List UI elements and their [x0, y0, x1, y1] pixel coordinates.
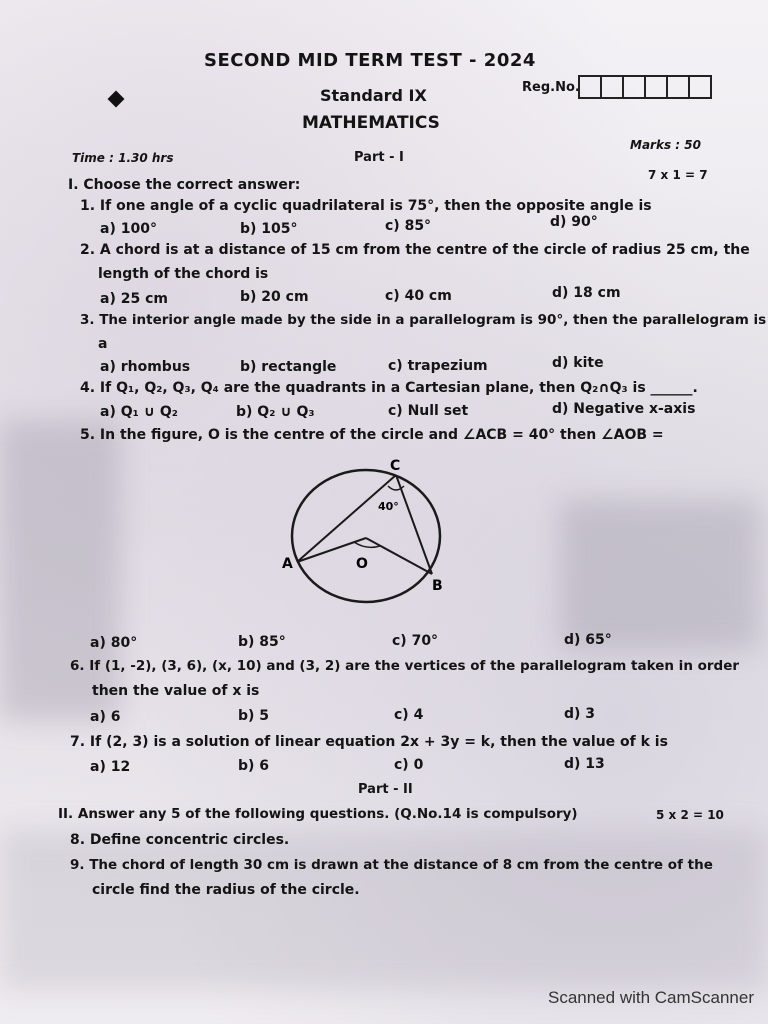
question-9-cont: circle find the radius of the circle. — [92, 882, 360, 898]
q7-option-a: a) 12 — [90, 759, 131, 775]
q2-option-b: b) 20 cm — [240, 289, 309, 305]
q3-option-d: d) kite — [552, 355, 604, 371]
scanner-watermark: Scanned with CamScanner — [547, 988, 754, 1007]
part-1-heading: I. Choose the correct answer: — [68, 177, 301, 193]
q4-option-a: a) Q₁ ∪ Q₂ — [100, 404, 178, 420]
reg-no-boxes — [580, 75, 712, 99]
q3-option-a: a) rhombus — [100, 359, 191, 375]
subject-title: MATHEMATICS — [302, 113, 440, 133]
question-1: 1. If one angle of a cyclic quadrilateral is 75°, then the opposite angle is — [80, 198, 652, 214]
q1-option-d: d) 90° — [550, 214, 598, 230]
question-6-cont: then the value of x is — [92, 683, 260, 699]
angle-label: 40° — [378, 500, 399, 513]
q6-option-d: d) 3 — [564, 706, 596, 722]
q7-option-c: c) 0 — [394, 757, 424, 773]
exam-title: SECOND MID TERM TEST - 2024 — [204, 50, 536, 71]
question-6: 6. If (1, -2), (3, 6), (x, 10) and (3, 2) are the vertices of the parallelogram taken in order — [70, 658, 740, 674]
chord-ca — [297, 475, 396, 562]
chord-cb — [396, 475, 432, 574]
label-a: A — [282, 556, 293, 572]
label-b: B — [432, 578, 443, 594]
paper-shadow — [0, 420, 120, 720]
q4-option-b: b) Q₂ ∪ Q₃ — [236, 404, 315, 420]
q3-option-c: c) trapezium — [388, 358, 488, 374]
q5-option-c: c) 70° — [392, 633, 439, 649]
part-2-label: Part - II — [358, 782, 413, 797]
q6-option-b: b) 5 — [238, 708, 270, 724]
label-o: O — [356, 556, 368, 572]
q4-option-d: d) Negative x-axis — [552, 401, 696, 417]
q6-option-c: c) 4 — [394, 707, 424, 723]
q1-option-a: a) 100° — [100, 221, 157, 237]
q5-option-b: b) 85° — [238, 634, 286, 650]
reg-no-label: Reg.No. — [522, 80, 580, 95]
question-8: 8. Define concentric circles. — [70, 832, 290, 848]
question-5: 5. In the figure, O is the centre of the circle and ∠ACB = 40° then ∠AOB = — [80, 427, 664, 443]
circle-figure — [270, 452, 470, 612]
question-7: 7. If (2, 3) is a solution of linear equation 2x + 3y = k, then the value of k is — [70, 734, 668, 750]
radius-ob — [366, 538, 432, 574]
q2-option-c: c) 40 cm — [385, 288, 452, 304]
q7-option-b: b) 6 — [238, 758, 270, 774]
question-9: 9. The chord of length 30 cm is drawn at the distance of 8 cm from the centre of the — [70, 857, 713, 873]
question-2: 2. A chord is at a distance of 15 cm from the centre of the circle of radius 25 cm, the — [80, 242, 750, 258]
q1-option-c: c) 85° — [385, 218, 432, 234]
marks-label: Marks : 50 — [630, 138, 701, 152]
q5-option-d: d) 65° — [564, 632, 612, 648]
question-3: 3. The interior angle made by the side in a parallelogram is 90°, then the parallelogram is — [80, 312, 767, 328]
q2-option-d: d) 18 cm — [552, 285, 621, 301]
paper-shadow — [560, 500, 760, 650]
part-1-label: Part - I — [354, 150, 404, 165]
q4-option-c: c) Null set — [388, 403, 469, 419]
question-2-cont: length of the chord is — [98, 266, 269, 282]
time-label: Time : 1.30 hrs — [72, 151, 174, 165]
standard-label: Standard IX — [320, 86, 427, 105]
question-4: 4. If Q₁, Q₂, Q₃, Q₄ are the quadrants in a Cartesian plane, then Q₂∩Q₃ is ______. — [80, 380, 698, 396]
diamond-mark-icon — [108, 91, 125, 108]
q2-option-a: a) 25 cm — [100, 291, 168, 307]
q3-option-b: b) rectangle — [240, 359, 337, 375]
q5-option-a: a) 80° — [90, 635, 138, 651]
paper-shadow — [0, 830, 768, 990]
part-2-heading: II. Answer any 5 of the following questions. (Q.No.14 is compulsory) — [58, 806, 578, 822]
q1-option-b: b) 105° — [240, 221, 298, 237]
q6-option-a: a) 6 — [90, 709, 121, 725]
part-2-score: 5 x 2 = 10 — [656, 808, 724, 822]
q7-option-d: d) 13 — [564, 756, 605, 772]
part-1-score: 7 x 1 = 7 — [648, 168, 708, 182]
question-3-cont: a — [98, 336, 108, 352]
label-c: C — [390, 458, 401, 474]
